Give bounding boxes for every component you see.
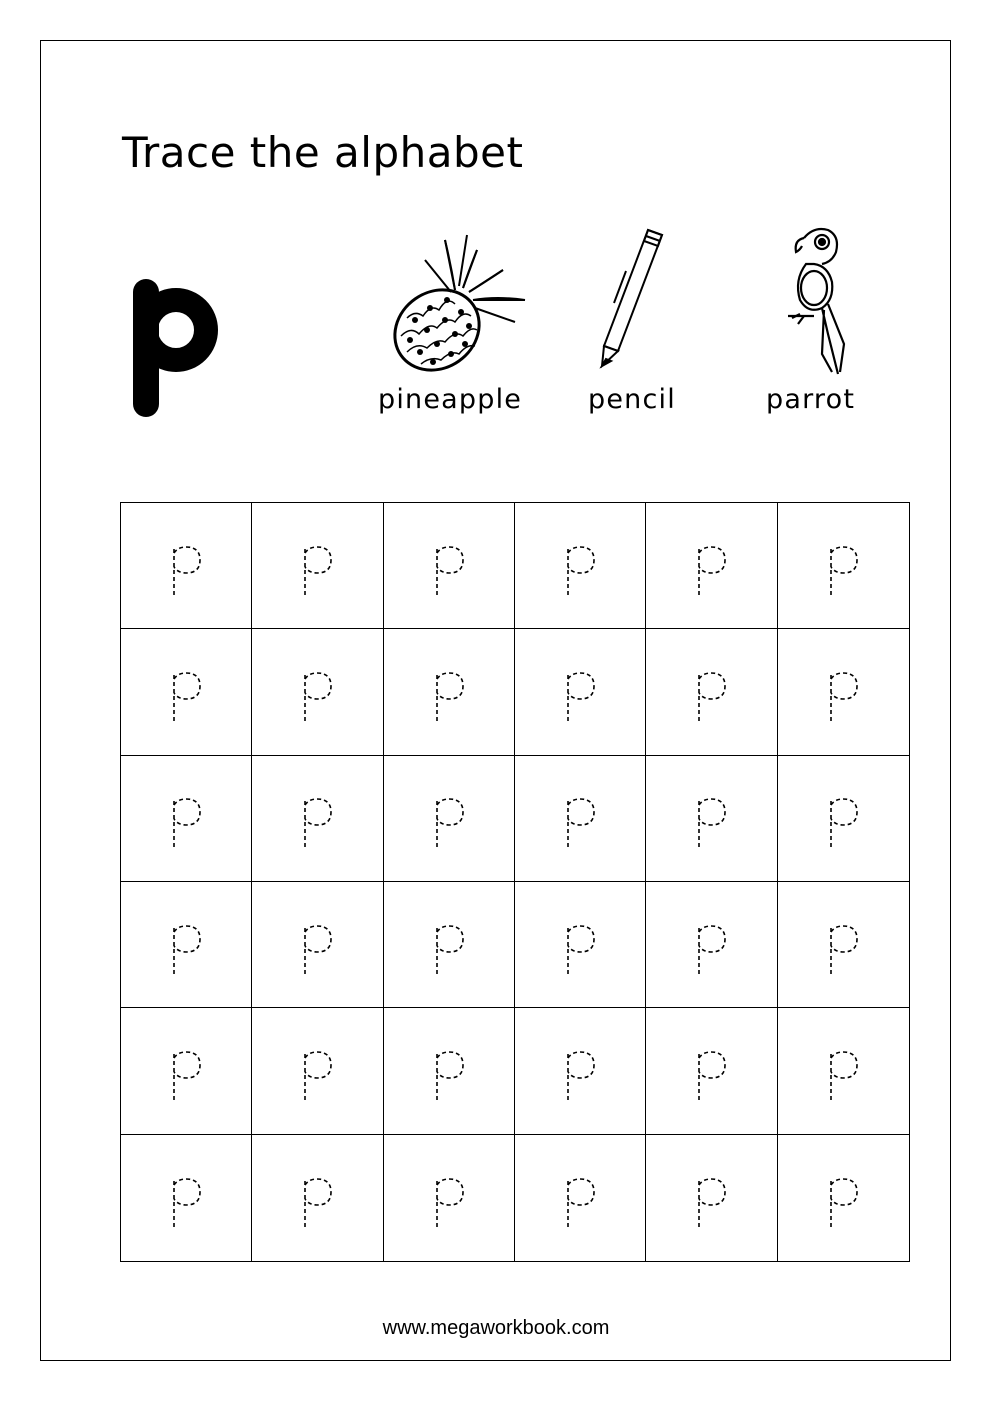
trace-cell[interactable] — [515, 1008, 646, 1134]
trace-cell[interactable] — [778, 629, 909, 755]
dashed-letter-p — [297, 924, 337, 976]
dashed-letter-p — [166, 1177, 206, 1229]
dashed-letter-p — [691, 671, 731, 723]
dashed-letter-p — [823, 1050, 863, 1102]
trace-cell[interactable] — [384, 629, 515, 755]
trace-cell[interactable] — [384, 1008, 515, 1134]
parrot-icon — [784, 224, 854, 376]
dashed-letter-p — [166, 1050, 206, 1102]
dashed-letter-p — [166, 671, 206, 723]
pencil-icon — [596, 226, 666, 371]
trace-cell[interactable] — [121, 756, 252, 882]
featured-letter — [124, 262, 224, 422]
trace-cell[interactable] — [252, 756, 383, 882]
tracing-grid — [120, 502, 910, 1262]
trace-cell[interactable] — [646, 629, 777, 755]
dashed-letter-p — [297, 1050, 337, 1102]
dashed-letter-p — [429, 797, 469, 849]
trace-cell[interactable] — [515, 882, 646, 1008]
trace-cell[interactable] — [646, 756, 777, 882]
trace-cell[interactable] — [515, 629, 646, 755]
trace-cell[interactable] — [252, 503, 383, 629]
trace-cell[interactable] — [646, 1008, 777, 1134]
dashed-letter-p — [560, 797, 600, 849]
trace-cell[interactable] — [121, 882, 252, 1008]
dashed-letter-p — [691, 1177, 731, 1229]
worksheet-title: Trace the alphabet — [122, 128, 524, 177]
trace-cell[interactable] — [121, 1135, 252, 1261]
trace-cell[interactable] — [778, 1135, 909, 1261]
trace-cell[interactable] — [121, 503, 252, 629]
dashed-letter-p — [297, 671, 337, 723]
dashed-letter-p — [297, 797, 337, 849]
trace-cell[interactable] — [515, 756, 646, 882]
dashed-letter-p — [166, 797, 206, 849]
footer-website: www.megaworkbook.com — [382, 1317, 610, 1339]
trace-cell[interactable] — [778, 503, 909, 629]
trace-cell[interactable] — [646, 1135, 777, 1261]
dashed-letter-p — [429, 671, 469, 723]
dashed-letter-p — [429, 1050, 469, 1102]
word-pencil: pencil — [588, 384, 676, 415]
trace-cell[interactable] — [252, 629, 383, 755]
dashed-letter-p — [560, 924, 600, 976]
dashed-letter-p — [560, 1050, 600, 1102]
dashed-letter-p — [691, 545, 731, 597]
dashed-letter-p — [166, 545, 206, 597]
dashed-letter-p — [823, 1177, 863, 1229]
dashed-letter-p — [297, 1177, 337, 1229]
dashed-letter-p — [429, 1177, 469, 1229]
trace-cell[interactable] — [384, 882, 515, 1008]
dashed-letter-p — [560, 671, 600, 723]
dashed-letter-p — [823, 797, 863, 849]
dashed-letter-p — [166, 924, 206, 976]
dashed-letter-p — [429, 924, 469, 976]
dashed-letter-p — [560, 545, 600, 597]
trace-cell[interactable] — [252, 1135, 383, 1261]
trace-cell[interactable] — [252, 882, 383, 1008]
dashed-letter-p — [823, 545, 863, 597]
dashed-letter-p — [560, 1177, 600, 1229]
trace-cell[interactable] — [384, 503, 515, 629]
pineapple-icon — [385, 230, 530, 378]
trace-cell[interactable] — [778, 756, 909, 882]
dashed-letter-p — [691, 797, 731, 849]
dashed-letter-p — [691, 1050, 731, 1102]
trace-cell[interactable] — [384, 756, 515, 882]
word-pineapple: pineapple — [378, 384, 523, 415]
word-parrot: parrot — [766, 384, 856, 415]
trace-cell[interactable] — [515, 503, 646, 629]
dashed-letter-p — [823, 924, 863, 976]
trace-cell[interactable] — [515, 1135, 646, 1261]
dashed-letter-p — [429, 545, 469, 597]
trace-cell[interactable] — [646, 503, 777, 629]
trace-cell[interactable] — [121, 1008, 252, 1134]
trace-cell[interactable] — [252, 1008, 383, 1134]
trace-cell[interactable] — [121, 629, 252, 755]
trace-cell[interactable] — [778, 1008, 909, 1134]
trace-cell[interactable] — [384, 1135, 515, 1261]
dashed-letter-p — [297, 545, 337, 597]
dashed-letter-p — [823, 671, 863, 723]
trace-cell[interactable] — [646, 882, 777, 1008]
dashed-letter-p — [691, 924, 731, 976]
trace-cell[interactable] — [778, 882, 909, 1008]
